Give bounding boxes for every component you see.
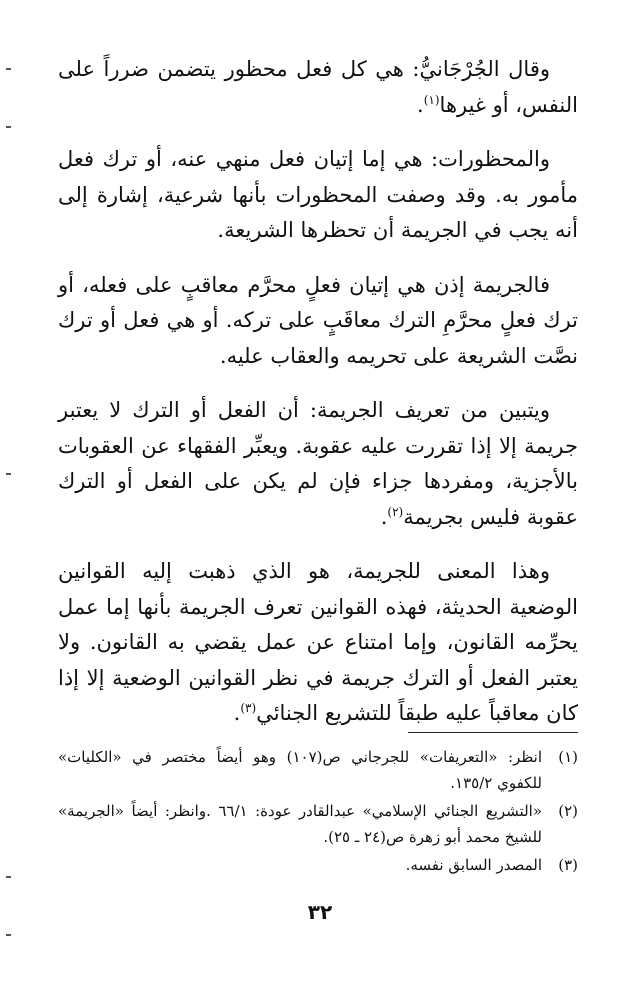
margin-mark [6, 68, 11, 70]
paragraph [58, 268, 578, 375]
paragraph-tail: . [233, 701, 241, 725]
paragraph-tail: . [417, 92, 424, 117]
paragraph [58, 52, 578, 123]
margin-mark [6, 876, 11, 878]
paragraph-text: ويتبين من تعريف الجريمة: أن الفعل أو الترك لا يعتبر جريمة إلا إذا تقررت عليه عقوبة. ويعبِّر الفقهاء عن العقوبات بالأجزية، ومفردها جزاء فإن لم يكن على الفعل أو الترك عقوبة فليس بجريمة [58, 398, 578, 529]
footnote-item [58, 744, 578, 796]
footnote-number: (٣) [558, 856, 578, 874]
margin-mark [6, 473, 11, 475]
paragraph-text: وهذا المعنى للجريمة، هو الذي ذهبت إليه القوانين الوضعية الحديثة، فهذه القوانين تعرف الجريمة بأنها إما عمل يحرِّمه القانون، وإما امتناع عن عمل يقضي به القانون. ولا يعتبر الفعل أو الترك جريمة في نظر القوانين الوضعية إلا إذا كان معاقباً عليه طبقاً للتشريع الجنائي [58, 559, 578, 725]
paragraph-text: فالجريمة إذن هي إتيان فعلٍ محرَّم معاقبٍ على فعله، أو ترك فعلٍ محرَّمِ الترك معاقَبٍ على تركه. أو هي فعل أو ترك نصَّت الشريعة على تحريمه والعقاب عليه. [58, 272, 578, 368]
footnote-divider [408, 732, 578, 733]
margin-mark [6, 126, 11, 128]
paragraph [58, 142, 578, 249]
footnote-ref[interactable]: (١) [423, 92, 440, 107]
footnote-item [58, 852, 578, 878]
footnote-item [58, 798, 578, 850]
footnote-text: انظر: «التعريفات» للجرجاني ص(١٠٧) وهو أيضاً مختصر في «الكليات» للكفوي ١٣٥/٢. [58, 748, 542, 792]
paragraph [58, 554, 578, 732]
paragraph [58, 393, 578, 535]
footnotes [58, 744, 578, 880]
footnote-ref[interactable]: (٢) [387, 504, 404, 519]
margin-mark [6, 934, 11, 936]
paragraph-tail: . [380, 504, 388, 529]
paragraph-text: وقال الجُرْجَانيُّ: هي كل فعل محظور يتضمن ضرراً على النفس، أو غيرها [58, 57, 578, 117]
footnote-text: «التشريع الجنائي الإسلامي» عبدالقادر عودة: ٦٦/١ .وانظر: أيضاً «الجريمة» للشيخ محمد أبو زهرة ص(٢٤ ـ ٢٥). [58, 802, 542, 846]
footnote-number: (٢) [558, 802, 578, 820]
footnote-ref[interactable]: (٣) [240, 701, 257, 715]
paragraph-text: والمحظورات: هي إما إتيان فعل منهي عنه، أو ترك فعل مأمور به. وقد وصفت المحظورات بأنها شرعية، إشارة إلى أنه يجب في الجريمة أن تحظرها الشريعة. [58, 147, 578, 242]
main-text [58, 52, 578, 751]
footnote-text: المصدر السابق نفسه. [405, 856, 542, 874]
page-number: ٣٢ [307, 900, 333, 924]
footnote-number: (١) [558, 748, 578, 766]
